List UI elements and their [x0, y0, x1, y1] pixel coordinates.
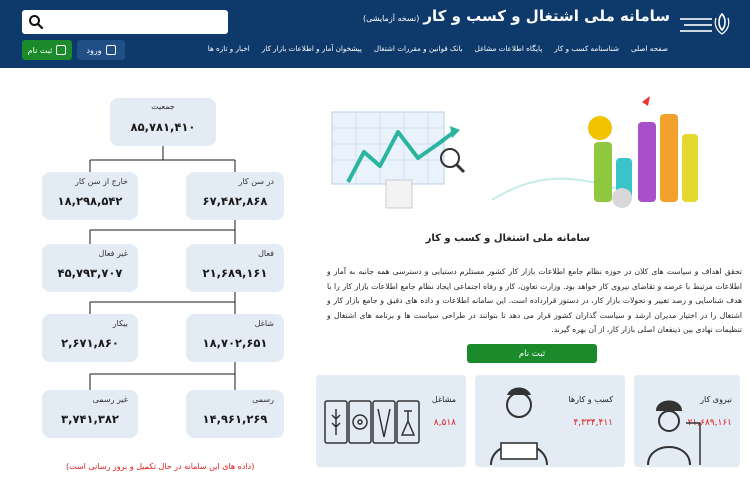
user-plus-icon — [56, 45, 66, 55]
nav-jobs-database[interactable]: پایگاه اطلاعات مشاغل — [474, 44, 543, 53]
search-icon[interactable] — [28, 14, 44, 30]
search-input[interactable] — [22, 10, 228, 34]
node-informal — [42, 390, 138, 438]
site-title: سامانه ملی اشتغال و کسب و کار(نسخه آزمایشی) — [362, 7, 670, 25]
site-header — [0, 0, 750, 68]
node-label: غیر فعال — [98, 249, 128, 258]
nav-home[interactable]: صفحه اصلی — [631, 44, 668, 53]
node-value: ۲,۶۷۱,۸۶۰ — [61, 336, 119, 350]
node-employed — [186, 314, 284, 362]
register-label: ثبت نام — [27, 45, 53, 55]
node-value: ۳,۷۴۱,۳۸۲ — [61, 412, 119, 426]
node-working-age — [186, 172, 284, 220]
login-icon — [106, 45, 116, 55]
node-unemployed — [42, 314, 138, 362]
card-occupations[interactable] — [316, 375, 466, 467]
worker-icon — [638, 383, 702, 465]
card-businesses[interactable] — [475, 375, 625, 467]
intro-description: تحقق اهداف و سیاست های کلان در حوزه نظام جامع اطلاعات بازار کار کشور مستلزم دستیابی و دسترسی همه جانبه به آمار و اطلاعات مرتبط با عرضه و تقاضای نیروی کار خواهد بود. وزارت تعاون، کار و رفاه اجتماعی ایجاد نظام جامع اطلاعات بازار کار را با هدف شناسایی و رصد تغییر و تحولات بازار کار، در دستور قرارداده است. این سامانه اطلاعات و داده های دقیق و جامع بازار کار و اشتغال را در اختیار مدیران ارشد و سیاست گذاران کشور قرار می دهد تا بتوانند در طراحی سیاست ها و برنامه های اشتغال و تنظیمات نهادی بین ذینفعان اصلی بازار کار، از آن بهره گیرند. — [327, 267, 742, 335]
node-label: شاغل — [254, 319, 274, 328]
card-value: ۸,۵۱۸ — [433, 418, 456, 428]
nav-labor-market-dashboard[interactable]: پیشخوان آمار و اطلاعات بازار کار — [261, 44, 362, 53]
sectors-icon — [322, 399, 422, 445]
card-labor-force[interactable] — [634, 375, 740, 467]
node-label: فعال — [258, 249, 274, 258]
node-population — [110, 98, 216, 146]
stat-cards — [316, 375, 740, 467]
card-value: ۲۱,۶۸۹,۱۶۱ — [687, 418, 732, 428]
node-inactive — [42, 244, 138, 292]
node-value: ۸۵,۷۸۱,۴۱۰ — [130, 120, 196, 134]
nav-news[interactable]: اخبار و تازه ها — [207, 44, 250, 53]
node-label: غیر رسمی — [92, 395, 128, 404]
node-active — [186, 244, 284, 292]
node-value: ۱۸,۲۹۸,۵۴۲ — [57, 194, 123, 208]
register-button-header[interactable] — [22, 40, 72, 60]
node-formal — [186, 390, 284, 438]
node-value: ۱۴,۹۶۱,۲۶۹ — [202, 412, 268, 426]
node-value: ۶۷,۴۸۲,۸۶۸ — [202, 194, 268, 208]
card-value: ۴,۳۳۴,۴۱۱ — [573, 418, 613, 428]
login-label: ورود — [86, 45, 102, 55]
data-update-note: (داده های این سامانه در حال تکمیل و بروز رسانی است) — [66, 462, 255, 471]
node-label: رسمی — [252, 395, 274, 404]
node-label: خارج از سن کار — [74, 177, 128, 186]
emblem-logo[interactable] — [678, 8, 734, 48]
card-title: کسب و کارها — [568, 395, 613, 404]
node-value: ۲۱,۶۸۹,۱۶۱ — [202, 266, 268, 280]
node-label: بیکار — [112, 319, 128, 328]
intro-title: سامانه ملی اشتغال و کسب و کار — [425, 233, 590, 244]
card-title: مشاغل — [431, 395, 456, 404]
node-label: جمعیت — [151, 102, 175, 111]
node-outside-working-age — [42, 172, 138, 220]
card-title: نیروی کار — [700, 395, 732, 404]
login-button[interactable] — [77, 40, 125, 60]
nav-business-profile[interactable]: شناسنامه کسب و کار — [554, 44, 619, 53]
node-value: ۴۵,۷۹۳,۷۰۷ — [57, 266, 123, 280]
node-value: ۱۸,۷۰۲,۶۵۱ — [202, 336, 268, 350]
businessman-icon — [485, 381, 555, 465]
nav-regulations-bank[interactable]: بانک قوانین و مقررات اشتغال — [373, 44, 463, 53]
main-nav — [196, 44, 668, 53]
node-label: در سن کار — [238, 177, 274, 186]
register-button[interactable]: ثبت نام — [467, 344, 597, 363]
hero-illustration — [326, 92, 721, 222]
